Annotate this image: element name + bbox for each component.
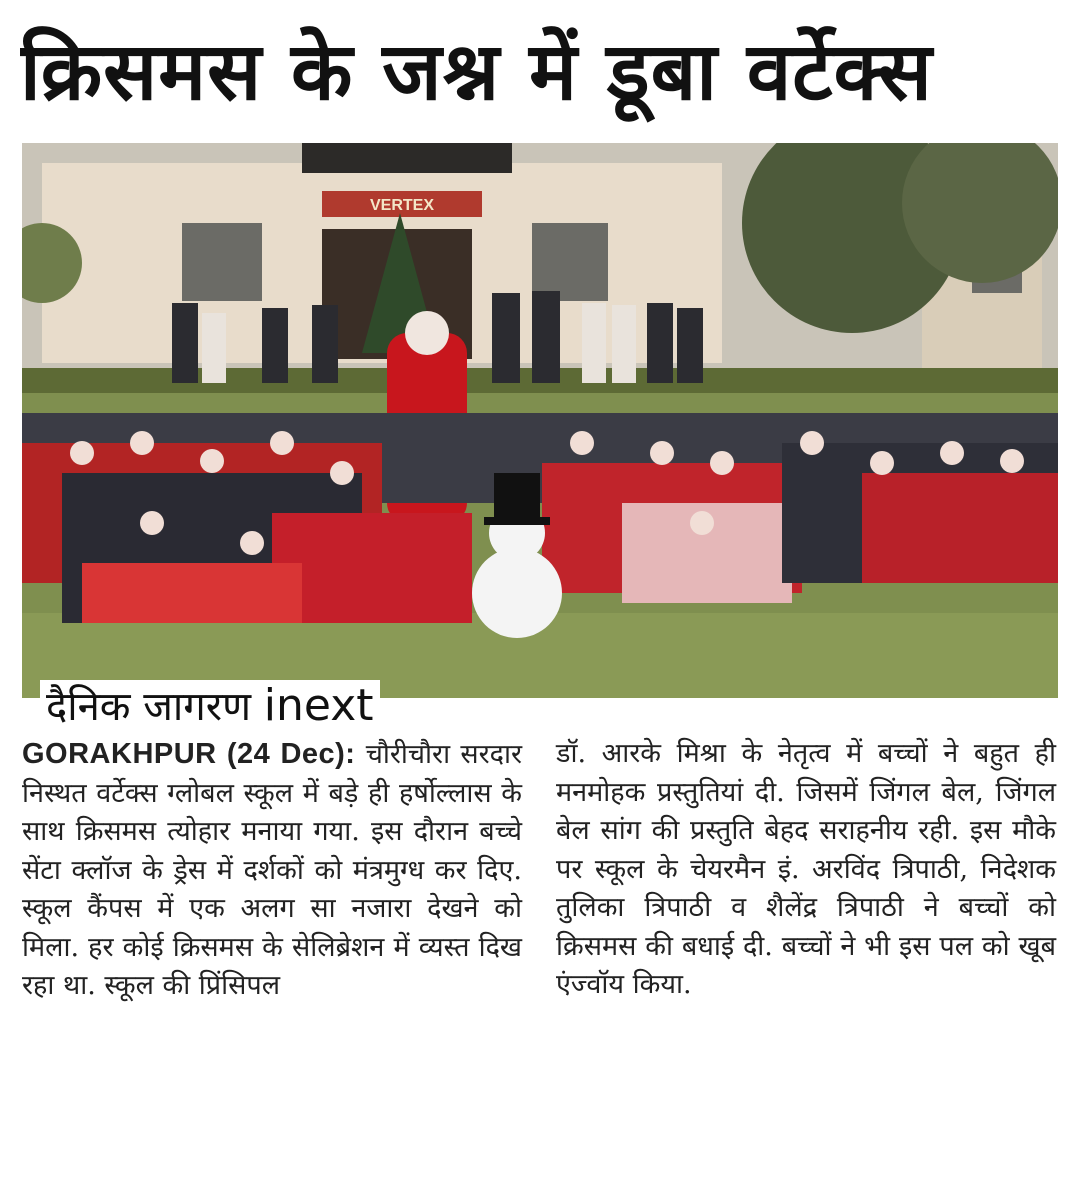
- photo-illustration: [22, 143, 1058, 698]
- article-text-right: डॉ. आरके मिश्रा के नेतृत्व में बच्चों ने बहुत ही मनमोहक प्रस्तुतियां दी. जिसमें जिंगल बेल, जिंगल बेल सांग की प्रस्तुति बेहद सराहनीय रही. इस मौके पर स्कूल के चेयरमैन इं. अरविंद त्रिपाठी, निदेशक तुलिका त्रिपाठी व शैलेंद्र त्रिपाठी ने बच्चों को क्रिसमस की बधाई दी. बच्चों ने भी इस पल को खूब एंज्वॉय किया.: [556, 738, 1056, 1000]
- headline: क्रिसमस के जश्न में डूबा वर्टेक्स: [20, 25, 933, 118]
- svg-text:VERTEX: VERTEX: [369, 197, 435, 214]
- article-column-left: [22, 735, 522, 1006]
- paper-name: दैनिक जागरण: [46, 684, 252, 730]
- article-column-right: [556, 735, 1056, 1005]
- brand-name: inext: [263, 680, 374, 731]
- dateline: GORAKHPUR (24 Dec):: [22, 738, 356, 770]
- source-credit: [40, 680, 380, 732]
- news-photo: [22, 143, 1058, 698]
- article-text-left: चौरीचौरा सरदार निस्थत वर्टेक्स ग्लोबल स्कूल में बड़े ही हर्षोल्लास के साथ क्रिसमस त्योहार मनाया गया. इस दौरान बच्चे सेंटा क्लॉज के ड्रेस में दर्शकों को मंत्रमुग्ध कर दिए. स्कूल कैंपस में एक अलग सा नजारा देखने को मिला. हर कोई क्रिसमस के सेलिब्रेशन में व्यस्त दिख रहा था. स्कूल की प्रिंसिपल: [22, 739, 522, 1001]
